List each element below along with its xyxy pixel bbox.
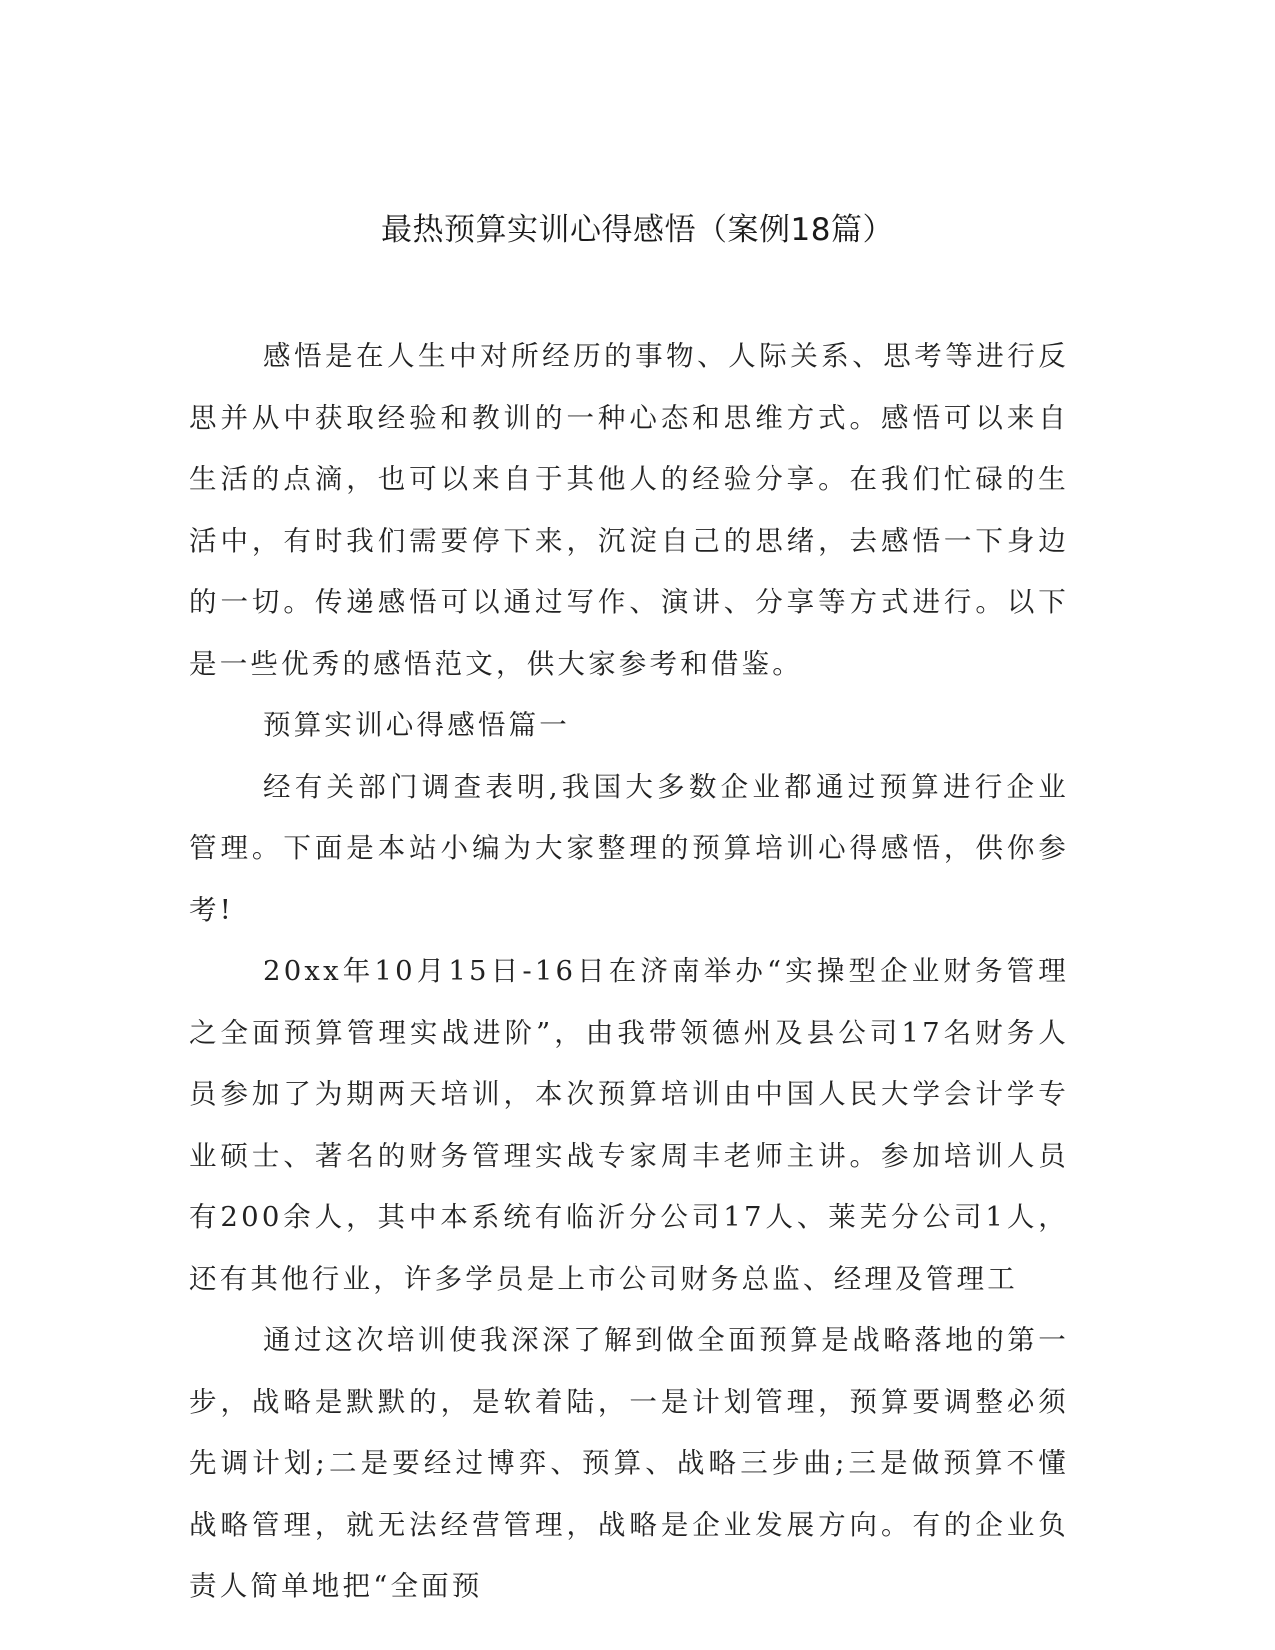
paragraph-strategy: 通过这次培训使我深深了解到做全面预算是战略落地的第一步，战略是默默的，是软着陆，一是计划管理，预算要调整必须先调计划;二是要经过博弈、预算、战略三步曲;三是做预算不懂战略管理，就无法经营管理，战略是企业发展方向。有的企业负责人简单地把“全面预: [189, 1324, 1069, 1602]
paragraph-survey: 经有关部门调查表明,我国大多数企业都通过预算进行企业管理。下面是本站小编为大家整理的预算培训心得感悟，供你参考!: [189, 770, 1069, 926]
document-title: 最热预算实训心得感悟（案例18篇）: [381, 212, 894, 248]
document-body: [189, 326, 1069, 1618]
paragraph-intro: 感悟是在人生中对所经历的事物、人际关系、思考等进行反思并从中获取经验和教训的一种心态和思维方式。感悟可以来自生活的点滴，也可以来自于其他人的经验分享。在我们忙碌的生活中，有时我们需要停下来，沉淀自己的思绪，去感悟一下身边的一切。传递感悟可以通过写作、演讲、分享等方式进行。以下是一些优秀的感悟范文，供大家参考和借鉴。: [189, 340, 1069, 680]
paragraph-training-event: 20xx年10月15日-16日在济南举办“实操型企业财务管理之全面预算管理实战进阶”，由我带领德州及县公司17名财务人员参加了为期两天培训，本次预算培训由中国人民大学会计学专业硕士、著名的财务管理实战专家周丰老师主讲。参加培训人员有200余人，其中本系统有临沂分公司17人、莱芜分公司1人，还有其他行业，许多学员是上市公司财务总监、经理及管理工: [189, 955, 1069, 1295]
section-heading-1: 预算实训心得感悟篇一: [263, 709, 570, 741]
